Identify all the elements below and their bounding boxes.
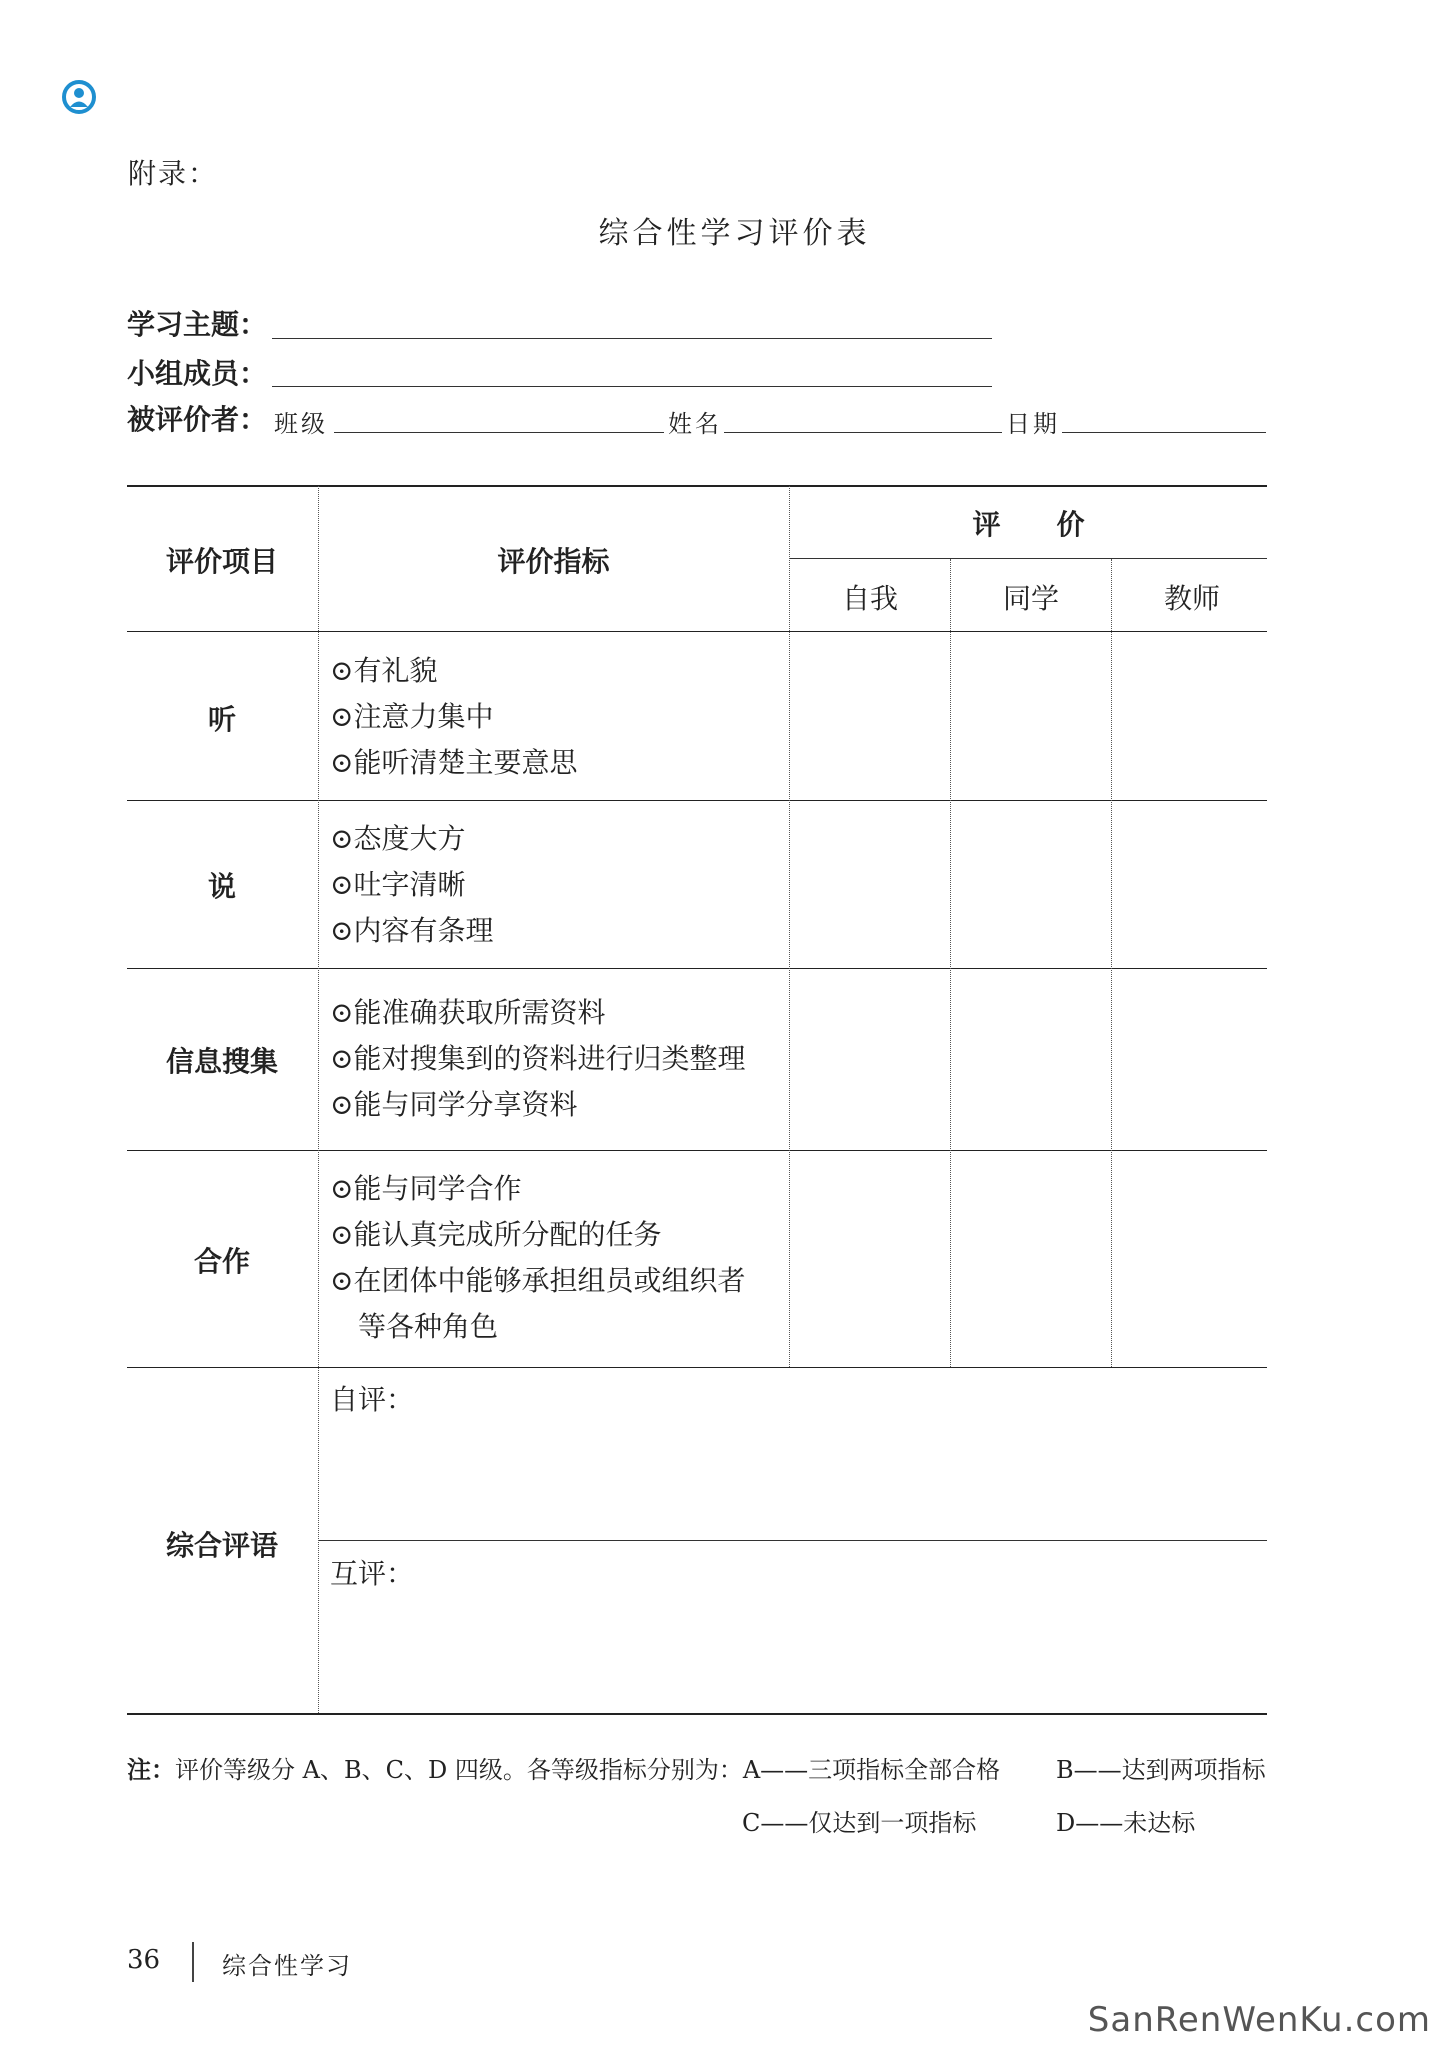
grade-c: C——仅达到一项指标: [742, 1809, 977, 1837]
header-item: 评价项目: [165, 545, 278, 578]
indicator-item: ⊙注意力集中: [330, 700, 494, 733]
column-divider: [789, 486, 790, 1367]
self-comment-label: 自评：: [330, 1383, 415, 1416]
indicator-item: ⊙能与同学合作: [330, 1172, 522, 1205]
row-category: 合作: [193, 1245, 250, 1278]
indicator-item: ⊙在团体中能够承担组员或组织者: [330, 1264, 746, 1297]
row-category: 信息搜集: [165, 1045, 278, 1078]
indicator-item: ⊙能认真完成所分配的任务: [330, 1218, 662, 1251]
row-divider: [127, 968, 1267, 969]
table-top-border: [127, 485, 1267, 487]
name-label: 姓名: [668, 410, 722, 438]
indicator-item: ⊙吐字清晰: [330, 868, 466, 901]
row-divider: [127, 1367, 1267, 1368]
row-category: 听: [207, 703, 236, 736]
page-title: 综合性学习评价表: [598, 216, 871, 251]
indicator-item: ⊙能对搜集到的资料进行归类整理: [330, 1042, 746, 1075]
grade-b: B——达到两项指标: [1056, 1756, 1266, 1784]
row-divider: [127, 800, 1267, 801]
grade-d: D——未达标: [1056, 1809, 1196, 1837]
footer-divider: [192, 1942, 194, 1982]
grading-note: [127, 1750, 1000, 1785]
header-divider: [790, 558, 1267, 559]
members-field[interactable]: [272, 386, 992, 387]
class-label: 班级: [274, 410, 328, 438]
footer-section: 综合性学习: [222, 1952, 352, 1980]
peer-comment-label: 互评：: [330, 1557, 415, 1590]
note-prefix: 注：: [127, 1755, 175, 1784]
evaluatee-label: 被评价者：: [127, 403, 268, 436]
column-divider: [1111, 559, 1112, 1367]
row-indicators: [330, 648, 577, 786]
indicator-item: ⊙内容有条理: [330, 914, 494, 947]
name-field[interactable]: [724, 432, 1002, 433]
page-number: 36: [127, 1945, 161, 1975]
members-label: 小组成员：: [127, 357, 268, 390]
indicator-item: ⊙态度大方: [330, 822, 466, 855]
row-category: 说: [207, 870, 236, 903]
table-bottom-border: [127, 1713, 1267, 1715]
row-indicators: [330, 1166, 745, 1350]
note-line: 评价等级分 A、B、C、D 四级。各等级指标分别为：A——三项指标全部合格: [175, 1756, 1001, 1784]
watermark: SanRenWenKu.com: [1087, 2000, 1431, 2040]
row-indicators: [330, 990, 745, 1128]
summary-category: 综合评语: [165, 1529, 278, 1562]
header-peer: 同学: [1002, 582, 1059, 615]
indicator-item: ⊙能听清楚主要意思: [330, 746, 578, 779]
indicator-item: 等各种角色: [358, 1310, 499, 1343]
header-teacher: 教师: [1163, 582, 1220, 615]
summary-divider: [318, 1540, 1267, 1541]
column-divider: [950, 559, 951, 1367]
user-avatar-icon: [62, 80, 96, 114]
header-evaluation: 评 价: [972, 508, 1085, 541]
row-divider: [127, 631, 1267, 632]
date-field[interactable]: [1062, 432, 1266, 433]
indicator-item: ⊙能与同学分享资料: [330, 1088, 578, 1121]
row-divider: [127, 1150, 1267, 1151]
column-divider: [318, 486, 319, 1713]
class-field[interactable]: [334, 432, 664, 433]
appendix-label: 附录：: [128, 157, 219, 190]
row-indicators: [330, 816, 493, 954]
date-label: 日期: [1006, 410, 1060, 438]
indicator-item: ⊙能准确获取所需资料: [330, 996, 606, 1029]
indicator-item: ⊙有礼貌: [330, 654, 438, 687]
topic-field[interactable]: [272, 338, 992, 339]
header-indicator: 评价指标: [497, 545, 610, 578]
header-self: 自我: [841, 582, 898, 615]
topic-label: 学习主题：: [127, 308, 268, 341]
